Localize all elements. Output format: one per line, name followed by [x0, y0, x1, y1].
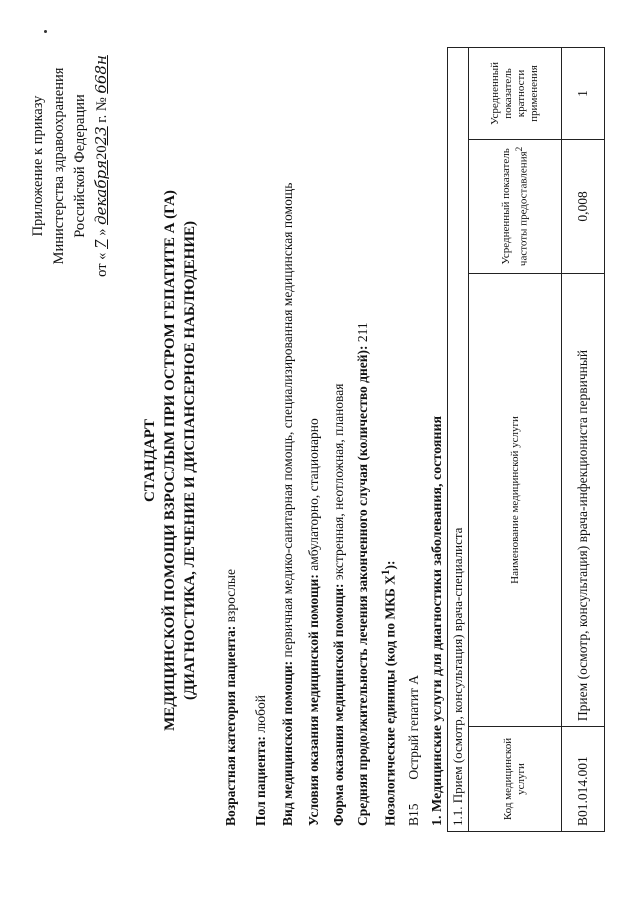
section-title: 1. Медицинские услуги для диагностики заболевания, состояния: [430, 415, 445, 826]
field-nosology-label: Нозологические единицы (код по МКБ X: [382, 575, 398, 826]
title-line-2: МЕДИЦИНСКОЙ ПОМОЩИ ВЗРОСЛЫМ ПРИ ОСТРОМ ГЕПАТИТЕ А (ГА): [162, 190, 178, 731]
cell-name: Прием (осмотр, консультация) врача-инфекциониста первичный: [562, 273, 605, 726]
document-title: [140, 0, 200, 921]
approval-block: [28, 31, 113, 301]
table-header-row: [469, 48, 562, 832]
field-age-value: взрослые: [223, 569, 238, 623]
field-nosology-footnote: 1: [380, 569, 392, 576]
approval-date-line: [91, 31, 113, 301]
field-conditions: [306, 66, 322, 826]
field-sex-label: Пол пациента:: [253, 736, 268, 826]
date-day: 7: [92, 239, 110, 249]
field-conditions-value: амбулаторно, стационарно: [306, 418, 321, 571]
field-form-label: Форма оказания медицинской помощи:: [331, 583, 346, 826]
date-year-suffix: 23: [92, 126, 110, 146]
field-icd: [406, 66, 422, 826]
field-duration: [355, 66, 371, 826]
field-nosology-close: ):: [382, 560, 398, 570]
field-sex: [253, 66, 269, 826]
header-multiplicity: Усредненный показатель кратности применения: [469, 48, 562, 140]
field-care-type-value: первичная медико-санитарная помощь, специализированная медицинская помощь: [280, 182, 295, 658]
header-name: Наименование медицинской услуги: [469, 273, 562, 726]
header-code: Код медицинской услуги: [469, 727, 562, 832]
approval-line-3: Российской Федерации: [72, 94, 88, 238]
date-year-prefix: 20: [94, 145, 110, 160]
field-age-label: Возрастная категория пациента:: [223, 625, 238, 826]
header-frequency: [469, 139, 562, 273]
title-line-1: СТАНДАРТ: [142, 418, 158, 503]
icd-code: B15: [406, 803, 421, 826]
cell-code: B01.014.001: [562, 727, 605, 832]
field-form: [331, 66, 347, 826]
field-conditions-label: Условия оказания медицинской помощи:: [306, 574, 321, 826]
order-number-label: г. №: [94, 97, 110, 123]
order-number: 668н: [92, 55, 110, 94]
field-duration-value: 211: [355, 322, 370, 343]
field-duration-label: Средняя продолжительность лечения законченного случая (количество дней):: [355, 345, 370, 826]
date-month: декабря: [92, 159, 110, 225]
services-table: [447, 47, 605, 832]
field-form-value: экстренная, неотложная, плановая: [331, 383, 346, 581]
cell-frequency: 0,008: [562, 139, 605, 273]
date-prefix: от «: [94, 252, 110, 277]
header-frequency-footnote: 2: [513, 146, 524, 152]
field-nosology: [380, 66, 399, 826]
header-frequency-text: Усредненный показатель частоты предоставления: [499, 148, 530, 267]
table-row: [562, 48, 605, 832]
title-line-3: (ДИАГНОСТИКА, ЛЕЧЕНИЕ И ДИСПАНСЕРНОЕ НАБЛЮДЕНИЕ): [182, 221, 198, 701]
approval-line-2: Министерства здравоохранения: [51, 67, 67, 265]
date-day-close: »: [94, 228, 110, 236]
field-care-type: [280, 66, 296, 826]
cell-multiplicity: 1: [562, 48, 605, 140]
icd-name: Острый гепатит А: [406, 675, 421, 780]
approval-line-1: Приложение к приказу: [30, 95, 46, 237]
field-care-type-label: Вид медицинской помощи:: [280, 660, 295, 826]
field-sex-value: любой: [253, 695, 268, 733]
field-age: [223, 66, 239, 826]
subsection-title: 1.1. Прием (осмотр, консультация) врача-специалиста: [448, 48, 469, 832]
